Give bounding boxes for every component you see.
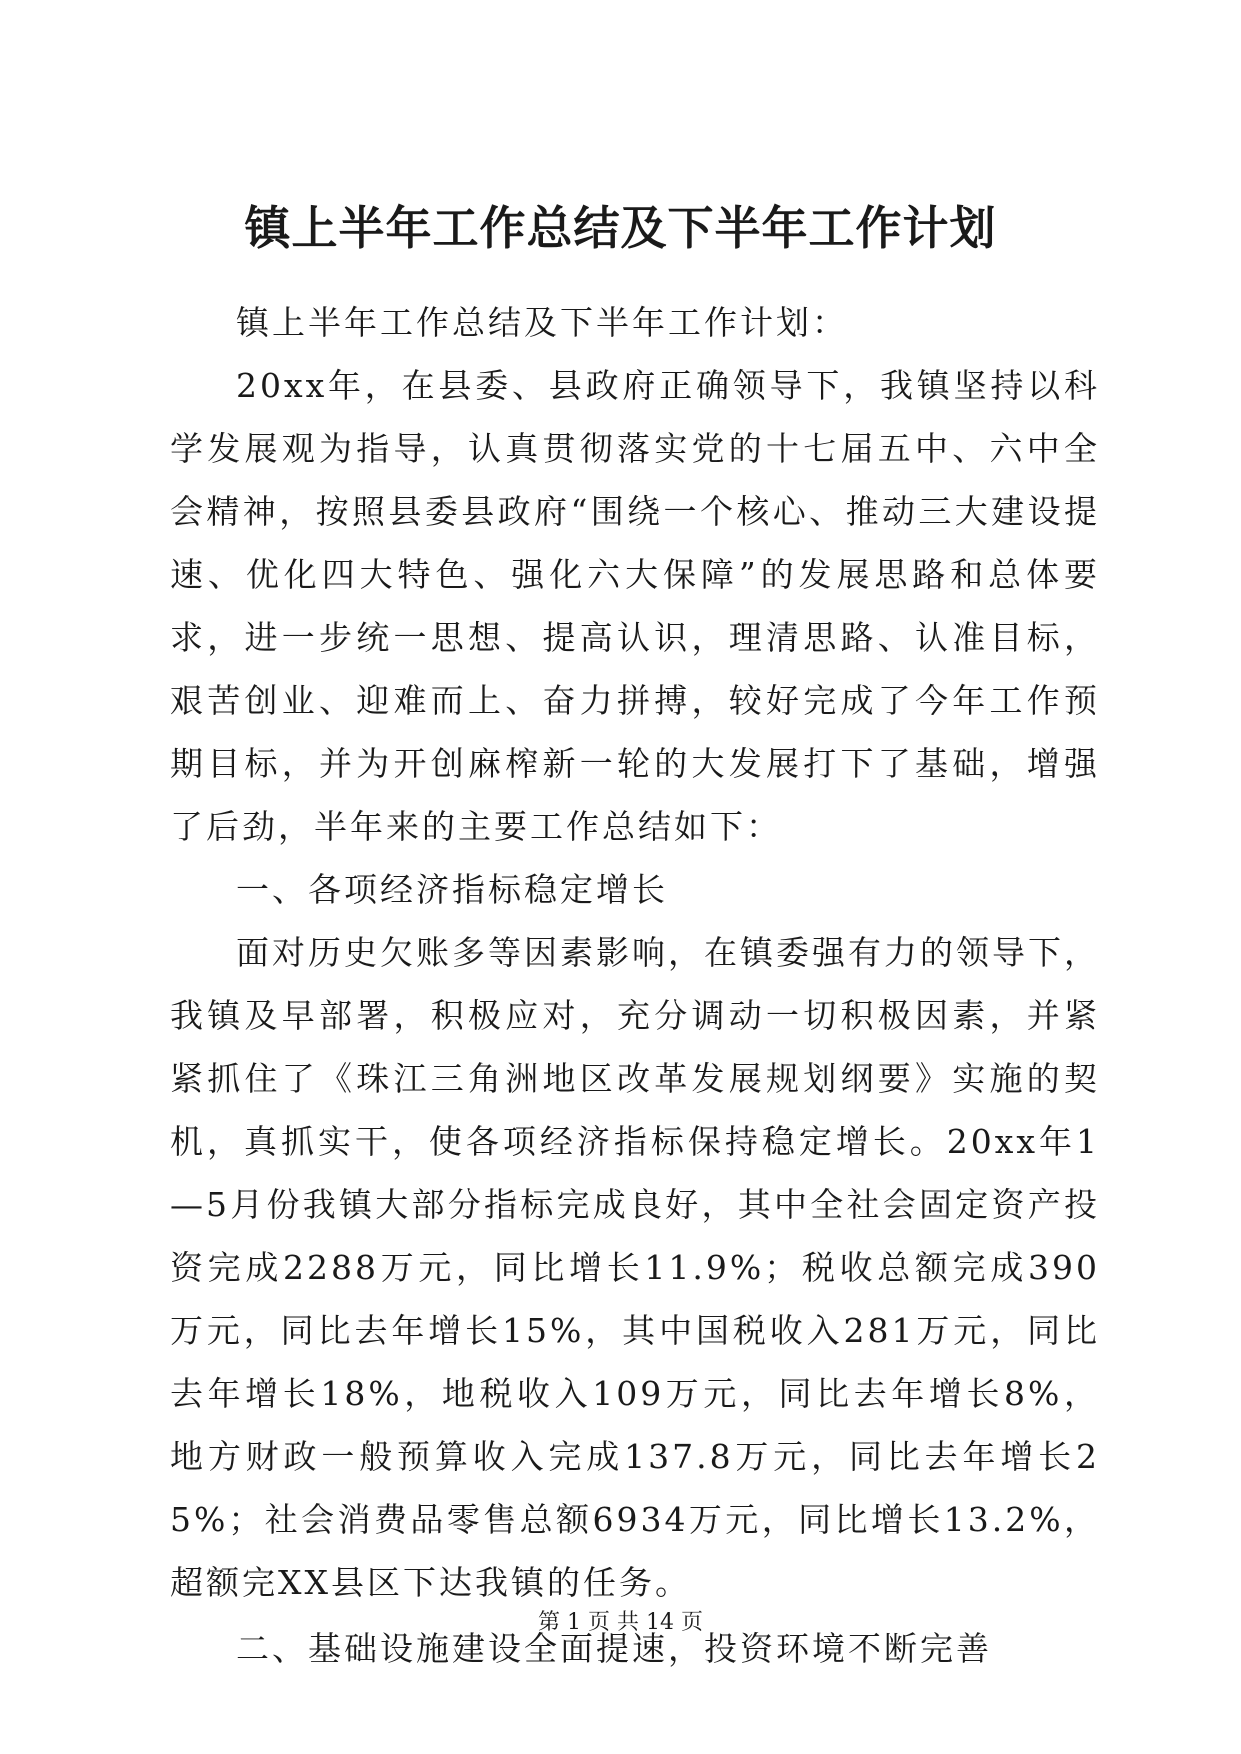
intro-line: 镇上半年工作总结及下半年工作计划：	[236, 303, 848, 342]
economic-paragraph: 面对历史欠账多等因素影响，在镇委强有力的领导下，我镇及早部署，积极应对，充分调动一切积极因素，并紧紧抓住了《珠江三角洲地区改革发展规划纲要》实施的契机，真抓实干，使各项经济指标保持稳定增长。20xx年1—5月份我镇大部分指标完成良好，其中全社会固定资产投资完成2288万元，同比增长11.9%；税收总额完成390万元，同比去年增长15%，其中国税收入281万元，同比去年增长18%，地税收入109万元，同比去年增长8%，地方财政一般预算收入完成137.8万元，同比去年增长25%；社会消费品零售总额6934万元，同比增长13.2%，超额完XX县区下达我镇的任务。	[170, 933, 1100, 1602]
document-body	[170, 291, 1100, 1680]
page-number-footer: 第 1 页 共 14 页	[538, 1610, 703, 1635]
section-heading-2: 二、基础设施建设全面提速，投资环境不断完善	[236, 1629, 992, 1668]
document-title: 镇上半年工作总结及下半年工作计划	[244, 201, 997, 255]
summary-paragraph: 20xx年，在县委、县政府正确领导下，我镇坚持以科学发展观为指导，认真贯彻落实党的十七届五中、六中全会精神，按照县委县政府“围绕一个核心、推动三大建设提速、优化四大特色、强化六大保障”的发展思路和总体要求，进一步统一思想、提高认识，理清思路、认准目标，艰苦创业、迎难而上、奋力拼搏，较好完成了今年工作预期目标，并为开创麻榨新一轮的大发展打下了基础，增强了后劲，半年来的主要工作总结如下：	[170, 366, 1100, 846]
section-heading-1: 一、各项经济指标稳定增长	[236, 870, 668, 909]
